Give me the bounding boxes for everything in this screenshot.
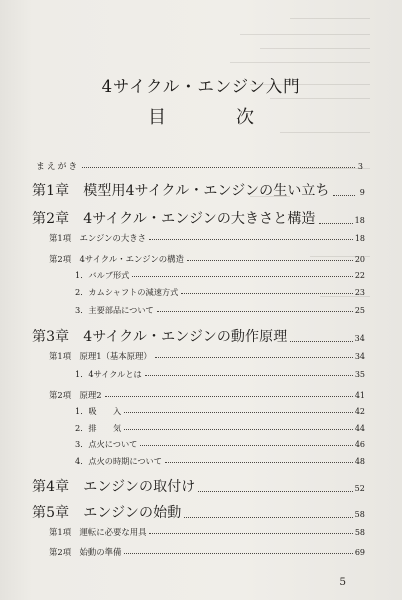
toc-entry-section-2-1[interactable] [49,232,365,244]
toc-entry-page: 58 [354,528,365,537]
toc-entry-page: 18 [354,216,365,225]
dot-leader [155,357,353,358]
toc-entry-page: 35 [354,370,365,379]
toc-entry-label: 第2項 始動の準備 [49,547,122,557]
toc-entry-page: 34 [354,352,365,361]
page-number: 5 [339,576,346,588]
toc-entry-page: 34 [354,334,365,343]
toc-entry-label: 2．カムシャフトの減速方式 [75,287,179,297]
dot-leader [181,293,353,294]
dot-leader [149,239,353,240]
toc-entry-label: 4．点火の時期について [75,456,162,466]
toc-entry-item-2-2-2[interactable] [75,287,365,298]
book-title: 4サイクル・エンジン入門 [101,77,301,96]
toc-entry-page: 22 [354,271,365,280]
toc-entry-page: 18 [354,234,365,243]
toc-entry-label: 3．点火について [75,439,138,449]
toc-entry-page: 20 [354,255,365,264]
toc-entry-label: 1．4サイクルとは [75,369,142,379]
dot-leader [124,429,353,430]
toc-entry-section-5-2[interactable] [49,546,365,558]
toc-entry-label: まえがき [36,162,80,172]
toc-entry-label: 第1項 エンジンの大きさ [49,233,147,243]
toc-heading: 目 次 [148,107,280,128]
dot-leader [132,276,352,277]
dot-leader [184,517,352,518]
toc-entry-item-3-2-4[interactable] [75,456,365,467]
toc-entry-chapter-3[interactable] [32,326,365,346]
toc-entry-label: 第2章 4サイクル・エンジンの大きさと構造 [32,211,316,227]
toc-entry-chapter-4[interactable] [32,476,365,496]
toc-entry-page: 48 [354,457,365,466]
toc-entry-chapter-2[interactable] [32,208,365,228]
toc-entry-item-3-2-3[interactable] [75,439,365,450]
dot-leader [157,311,353,312]
toc-entry-label: 第2項 4サイクル・エンジンの構造 [49,254,184,264]
dot-leader [145,375,353,376]
toc-entry-section-5-1[interactable] [49,526,365,538]
dot-leader [187,260,353,261]
toc-entry-item-2-2-3[interactable] [75,305,365,316]
toc-entry-label: 2．排 気 [75,423,122,433]
dot-leader [333,195,355,196]
dot-leader [198,491,352,492]
toc-entry-preface[interactable] [36,159,365,172]
toc-entry-label: 1．バルブ形式 [75,270,130,280]
toc-entry-page: 3 [357,162,365,171]
toc-entry-section-2-2[interactable] [49,253,365,265]
toc-entry-label: 第5章 エンジンの始動 [32,505,182,521]
toc-entry-page: 52 [354,484,365,493]
toc-entry-label: 1．吸 入 [75,406,122,416]
toc-entry-page: 23 [354,288,365,297]
toc-entry-section-3-1[interactable] [49,350,365,362]
toc-entry-label: 第1項 運転に必要な用具 [49,527,147,537]
dot-leader [140,445,352,446]
toc-entry-chapter-1[interactable] [32,180,365,200]
toc-entry-page: 9 [359,188,365,197]
toc-entry-item-3-2-1[interactable] [75,406,365,417]
toc-entry-label: 第3章 4サイクル・エンジンの動作原理 [32,329,288,345]
toc-entry-section-3-2[interactable] [49,389,365,401]
toc-entry-label: 第2項 原理2 [49,390,102,400]
toc-entry-item-3-2-2[interactable] [75,423,365,434]
toc-entry-page: 58 [354,510,365,519]
toc-entry-item-3-1-1[interactable] [75,369,365,380]
dot-leader [105,396,353,397]
dot-leader [124,412,353,413]
toc-entry-page: 25 [354,306,365,315]
dot-leader [165,462,353,463]
dot-leader [82,167,355,168]
toc-entry-item-2-2-1[interactable] [75,270,365,281]
toc-entry-chapter-5[interactable] [32,502,365,522]
toc-entry-label: 第1章 模型用4サイクル・エンジンの生い立ち [32,183,330,199]
toc-entry-page: 42 [354,407,365,416]
toc-entry-page: 41 [354,391,365,400]
toc-entry-page: 44 [354,424,365,433]
toc-entry-page: 69 [354,548,365,557]
toc-entry-label: 第4章 エンジンの取付け [32,479,196,495]
toc-entry-page: 46 [354,440,365,449]
dot-leader [124,553,352,554]
dot-leader [290,341,352,342]
dot-leader [149,533,352,534]
toc-entry-label: 第1項 原理1（基本原理） [49,351,152,361]
dot-leader [319,223,353,224]
toc-entry-label: 3．主要部品について [75,305,154,315]
